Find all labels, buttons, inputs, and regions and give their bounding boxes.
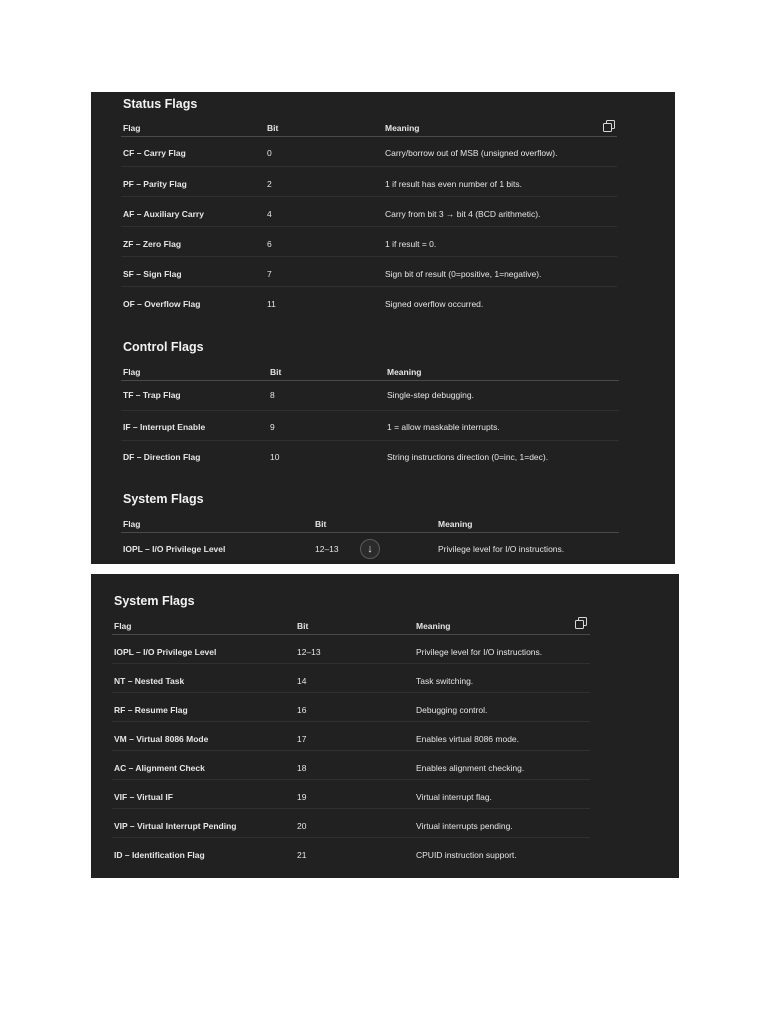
cell-flag: IOPL – I/O Privilege Level xyxy=(114,647,217,657)
cell-flag: VM – Virtual 8086 Mode xyxy=(114,734,209,744)
cell-flag: AF – Auxiliary Carry xyxy=(123,209,204,219)
column-header-meaning: Meaning xyxy=(416,621,451,631)
cell-meaning: Virtual interrupt flag. xyxy=(416,792,492,802)
table-row xyxy=(121,381,619,411)
column-header-flag: Flag xyxy=(114,621,132,631)
table-row xyxy=(112,751,590,780)
cell-flag: IOPL – I/O Privilege Level xyxy=(123,544,226,554)
cell-flag: CF – Carry Flag xyxy=(123,148,186,158)
cell-meaning: Enables virtual 8086 mode. xyxy=(416,734,520,744)
cell-bit: 16 xyxy=(297,705,307,715)
chat-screenshot-1 xyxy=(91,92,675,564)
table-row xyxy=(121,533,619,562)
cell-meaning: Single-step debugging. xyxy=(387,390,474,400)
cell-flag: ID – Identification Flag xyxy=(114,850,205,860)
cell-meaning: Privilege level for I/O instructions. xyxy=(416,647,543,657)
cell-flag: VIF – Virtual IF xyxy=(114,792,173,802)
column-header-flag: Flag xyxy=(123,519,141,529)
cell-meaning: Privilege level for I/O instructions. xyxy=(438,544,565,554)
cell-bit: 20 xyxy=(297,821,307,831)
cell-flag: NT – Nested Task xyxy=(114,676,185,686)
cell-bit: 0 xyxy=(267,148,272,158)
table-row xyxy=(121,137,617,167)
cell-meaning: 1 if result = 0. xyxy=(385,239,437,249)
table-row xyxy=(121,441,619,470)
table-header xyxy=(121,116,617,137)
cell-flag: IF – Interrupt Enable xyxy=(123,422,206,432)
cell-bit: 14 xyxy=(297,676,307,686)
cell-bit: 12–13 xyxy=(297,647,321,657)
cell-meaning: Enables alignment checking. xyxy=(416,763,525,773)
table-row xyxy=(121,257,617,287)
cell-bit: 2 xyxy=(267,179,272,189)
cell-meaning: Signed overflow occurred. xyxy=(385,299,484,309)
column-header-bit: Bit xyxy=(315,519,327,529)
arrow-down-icon: ↓ xyxy=(367,543,373,555)
cell-meaning: Debugging control. xyxy=(416,705,488,715)
chat-screenshot-2 xyxy=(91,574,679,878)
cell-flag: PF – Parity Flag xyxy=(123,179,187,189)
table-row xyxy=(121,411,619,441)
cell-bit: 7 xyxy=(267,269,272,279)
column-header-bit: Bit xyxy=(297,621,309,631)
cell-meaning: 1 = allow maskable interrupts. xyxy=(387,422,500,432)
table-header xyxy=(121,360,619,381)
cell-meaning: Carry/borrow out of MSB (unsigned overflow). xyxy=(385,148,558,158)
cell-meaning: Sign bit of result (0=positive, 1=negative). xyxy=(385,269,542,279)
cell-bit: 17 xyxy=(297,734,307,744)
cell-bit: 18 xyxy=(297,763,307,773)
cell-flag: SF – Sign Flag xyxy=(123,269,182,279)
cell-flag: RF – Resume Flag xyxy=(114,705,188,715)
section-title-control-flags: Control Flags xyxy=(123,340,204,354)
section-title-system-flags: System Flags xyxy=(114,594,195,608)
column-header-bit: Bit xyxy=(270,367,282,377)
table-row xyxy=(112,664,590,693)
cell-flag: ZF – Zero Flag xyxy=(123,239,182,249)
table-header xyxy=(121,512,619,533)
cell-flag: VIP – Virtual Interrupt Pending xyxy=(114,821,237,831)
table-row xyxy=(112,838,590,866)
column-header-meaning: Meaning xyxy=(385,123,420,133)
table-row xyxy=(121,227,617,257)
cell-flag: OF – Overflow Flag xyxy=(123,299,201,309)
cell-meaning: String instructions direction (0=inc, 1=dec). xyxy=(387,452,549,462)
cell-bit: 4 xyxy=(267,209,272,219)
table-row xyxy=(121,167,617,197)
section-title-system-flags: System Flags xyxy=(123,492,204,506)
cell-bit: 9 xyxy=(270,422,275,432)
table-row xyxy=(121,287,617,316)
table-row xyxy=(112,635,590,664)
cell-flag: TF – Trap Flag xyxy=(123,390,181,400)
table-row xyxy=(112,780,590,809)
cell-meaning: Virtual interrupts pending. xyxy=(416,821,513,831)
cell-flag: AC – Alignment Check xyxy=(114,763,205,773)
cell-bit: 6 xyxy=(267,239,272,249)
cell-bit: 8 xyxy=(270,390,275,400)
table-row xyxy=(112,809,590,838)
table-row xyxy=(112,693,590,722)
section-title-status-flags: Status Flags xyxy=(123,97,198,111)
cell-bit: 12–13 xyxy=(315,544,339,554)
cell-flag: DF – Direction Flag xyxy=(123,452,201,462)
column-header-bit: Bit xyxy=(267,123,279,133)
column-header-flag: Flag xyxy=(123,123,141,133)
cell-bit: 19 xyxy=(297,792,307,802)
column-header-meaning: Meaning xyxy=(438,519,473,529)
cell-bit: 21 xyxy=(297,850,307,860)
table-row xyxy=(112,722,590,751)
cell-meaning: Carry from bit 3 → bit 4 (BCD arithmetic). xyxy=(385,209,541,219)
cell-bit: 10 xyxy=(270,452,280,462)
cell-meaning: Task switching. xyxy=(416,676,474,686)
column-header-meaning: Meaning xyxy=(387,367,422,377)
cell-bit: 11 xyxy=(267,299,276,309)
table-header xyxy=(112,614,590,635)
table-row xyxy=(121,197,617,227)
cell-meaning: CPUID instruction support. xyxy=(416,850,517,860)
cell-meaning: 1 if result has even number of 1 bits. xyxy=(385,179,523,189)
column-header-flag: Flag xyxy=(123,367,141,377)
